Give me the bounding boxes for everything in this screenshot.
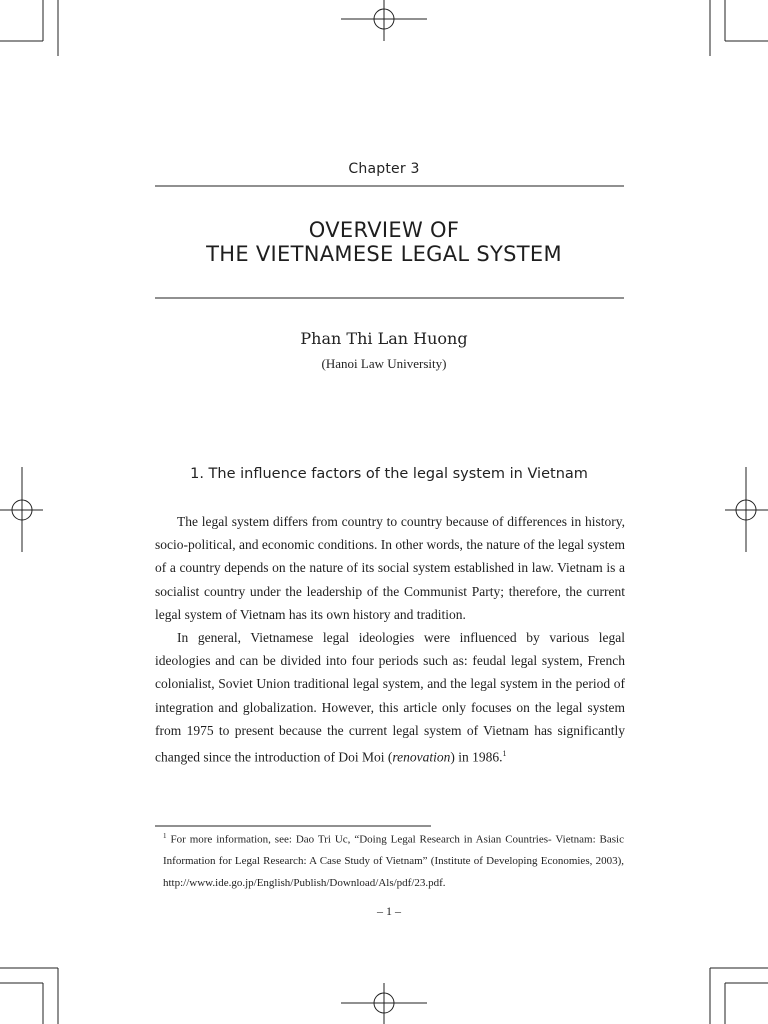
footnote: [163, 826, 624, 894]
section-heading: 1. The influence factors of the legal system in Vietnam: [190, 466, 588, 482]
body-text: [155, 510, 625, 769]
page-number: – 1 –: [377, 904, 401, 918]
paragraph-2-end: ) in 1986.: [450, 749, 503, 765]
footnote-text: For more information, see: Dao Tri Uc, “Doing Legal Research in Asian Countries- Vietnam: Basic Information for Legal Research: A Case Study of Vietnam” (Institute of Developing Economies, 2003), http://www.ide.go.jp/English/Publish/Download/Als/pdf/23.pdf.: [163, 833, 624, 889]
chapter-title-line-1: OVERVIEW OF: [308, 218, 460, 242]
chapter-label: Chapter 3: [348, 161, 420, 177]
paragraph-2: [155, 626, 625, 769]
footnote-number: 1: [163, 832, 167, 840]
chapter-title-line-2: THE VIETNAMESE LEGAL SYSTEM: [206, 242, 562, 266]
paragraph-2-text: In general, Vietnamese legal ideologies were influenced by various legal ideologies and can be divided into four periods such as: feudal legal system, French colonialist, Soviet Union traditional legal system, and the legal system in the period of integration and globalization. However, this article only focuses on the legal system from 1975 to present because the current legal system of Vietnam has significantly changed since the introduction of Doi Moi (: [155, 630, 625, 765]
paragraph-1: The legal system differs from country to country because of differences in history, socio-political, and economic conditions. In other words, the nature of the legal system of a country depends on the nature of its social system established in law. Vietnam is a socialist country under the leadership of the Communist Party; therefore, the current legal system of Vietnam has its own history and tradition.: [155, 514, 625, 622]
author-affiliation: (Hanoi Law University): [321, 356, 447, 371]
paragraph-2-italic: renovation: [392, 749, 451, 765]
author-name: Phan Thi Lan Huong: [300, 329, 468, 348]
footnote-reference: 1: [502, 749, 507, 759]
